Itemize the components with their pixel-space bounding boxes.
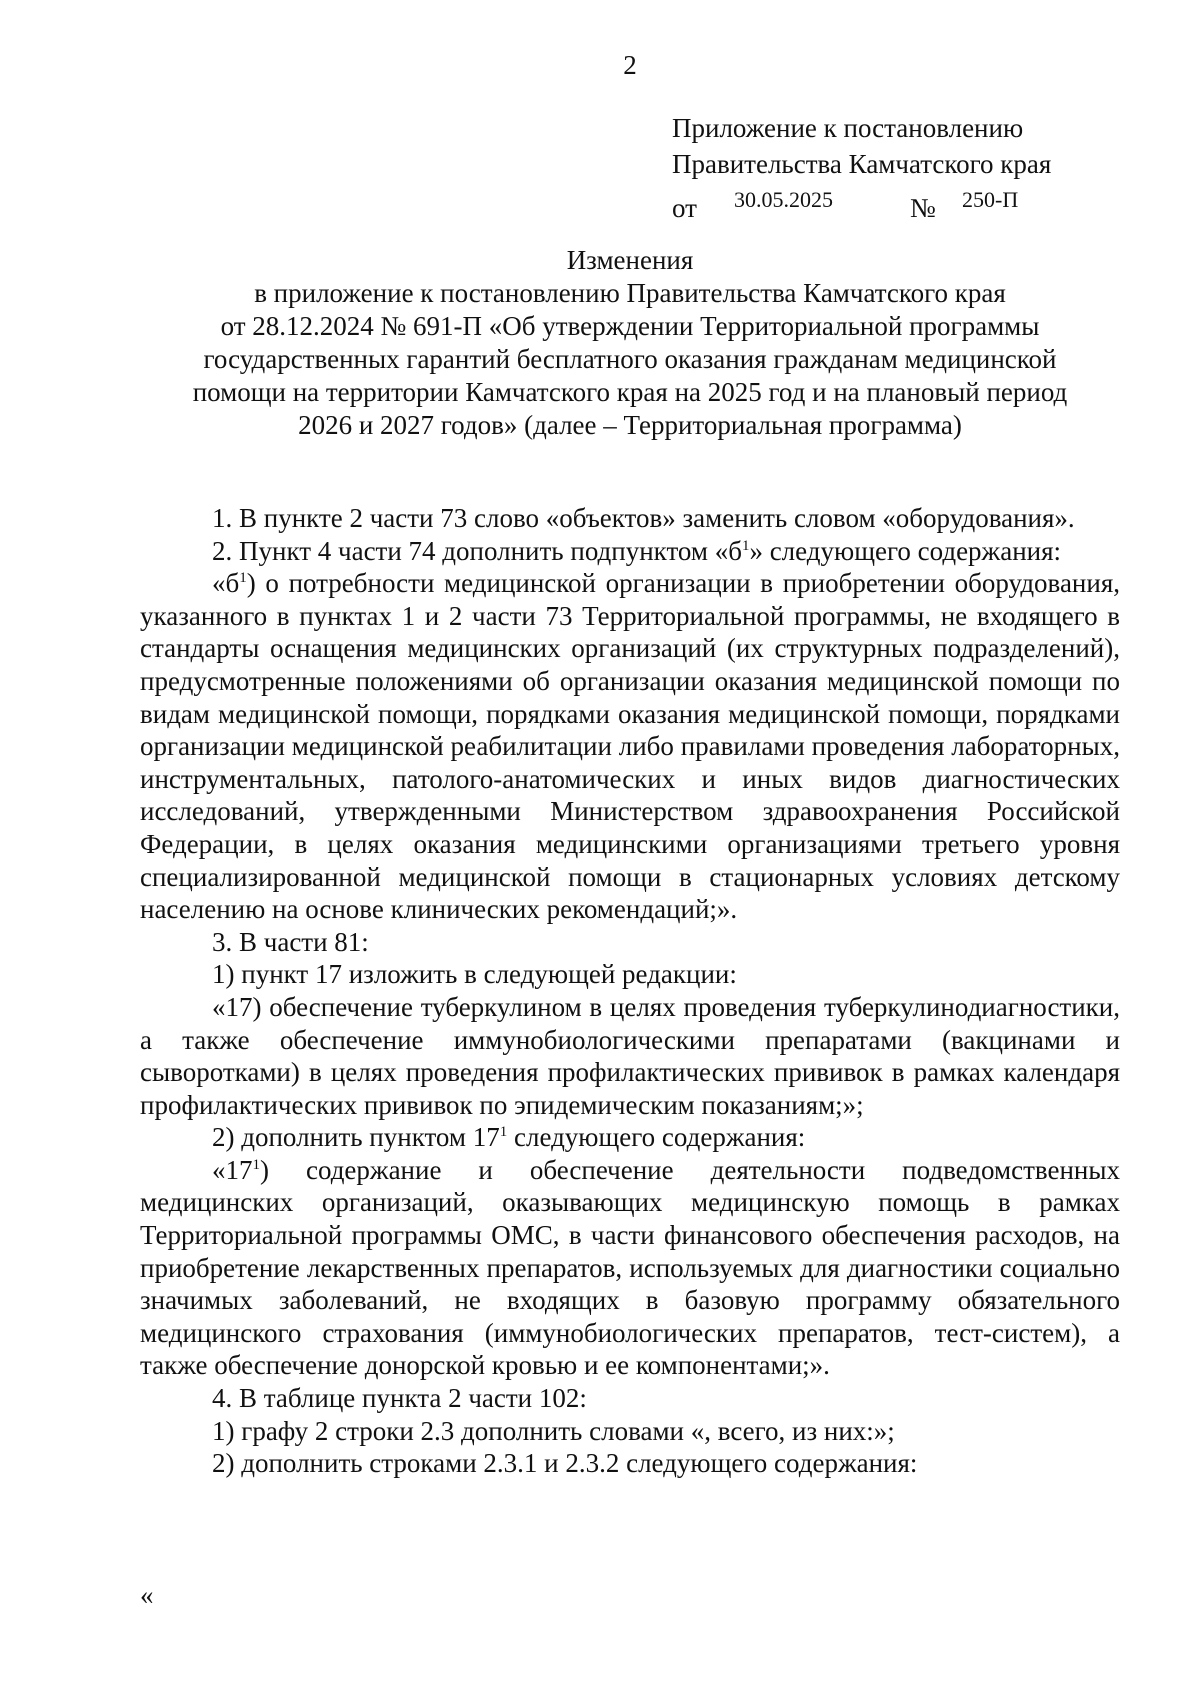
closing-quote-mark: « [140,1580,154,1610]
document-title [140,244,1120,442]
appendix-date-row [672,182,1051,222]
title-line-3: государственных гарантий бесплатного оказания гражданам медицинской [203,344,1057,374]
quote-17: «17) обеспечение туберкулином в целях проведения туберкулинодиагностики, а также обеспечение иммунобиологическими препаратами (вакцинами и сыворотками) в целях проведения профилактических прививок в рамках календаря профилактических прививок по эпидемическим показаниям;»; [140,991,1120,1120]
appendix-line-1: Приложение к постановлению [672,113,1024,143]
quote-17-1-superscript: 1 [252,1156,260,1173]
item-3-2-text-a: 2) дополнить пунктом 17 [212,1122,500,1153]
item-3-1: 1) пункт 17 изложить в следующей редакции: [212,959,737,990]
quote-17-1-text: ) содержание и обеспечение деятельности подведомственных медицинских организаций, оказывающих медицинскую помощь в рамках Территориальной программы ОМС, в части финансового обеспечения расходов, на приобретение лекарственных препаратов, используемых для диагностики социально значимых заболеваний, не входящих в базовую программу обязательного медицинского страхования (иммунобиологических препаратов, тест-систем), а также обеспечение донорской кровью и ее компонентами;». [140,1154,1120,1381]
item-2-text-b: » следующего содержания: [749,535,1062,566]
document-number: 250-П [962,187,1019,212]
item-2-superscript: 1 [741,537,750,554]
item-1: 1. В пункте 2 части 73 слово «объектов» заменить словом «оборудования». [212,503,1075,533]
item-3-2-text-b: следующего содержания: [507,1122,806,1153]
title-line-1: в приложение к постановлению Правительства Камчатского края [254,278,1006,308]
date-label: от [672,193,697,223]
title-line-2: от 28.12.2024 № 691-П «Об утверждении Территориальной программы [220,311,1040,341]
item-4-1: 1) графу 2 строки 2.3 дополнить словами «, всего, из них:»; [212,1415,895,1446]
item-4: 4. В таблице пункта 2 части 102: [212,1383,587,1414]
quote-17-1 [140,1154,1120,1382]
appendix-line-2: Правительства Камчатского края [672,149,1052,179]
item-2 [140,535,1120,568]
page-number: 2 [623,50,637,80]
item-3-2-superscript: 1 [499,1124,508,1141]
quote-b1-superscript: 1 [239,570,247,587]
document-date: 30.05.2025 [734,187,833,212]
title-heading: Изменения [566,245,694,275]
quote-b1-text: ) о потребности медицинской организации в приобретении оборудования, указанного в пунктах 1 и 2 части 73 Территориальной программы, не входящего в стандарты оснащения медицинских организаций (их структурных подразделений), предусмотренные положениями об организации оказания медицинской помощи по видам медицинской помощи, порядками оказания медицинской помощи, порядками организации медицинской реабилитации либо правилами проведения лабораторных, инструментальных, патолого-анатомических и иных видов диагностических исследований, утвержденными Министерством здравоохранения Российской Федерации, в целях оказания медицинскими организациями третьего уровня специализированной медицинской помощи в стационарных условиях детскому населению на основе клинических рекомендаций;». [140,568,1120,925]
title-line-5: 2026 и 2027 годов» (далее – Территориальная программа) [298,410,962,440]
quote-17-1-open: «17 [212,1154,253,1185]
quote-b1-open: «б [212,568,240,599]
quote-b1 [140,567,1120,926]
appendix-header [672,110,1051,222]
item-3-2 [140,1121,1120,1154]
title-line-4: помощи на территории Камчатского края на 2025 год и на плановый период [192,377,1068,407]
number-sign: № [910,193,936,223]
item-3: 3. В части 81: [212,926,369,957]
item-2-text-a: 2. Пункт 4 части 74 дополнить подпунктом «б [212,535,742,566]
document-body [140,502,1120,1480]
item-4-2: 2) дополнить строками 2.3.1 и 2.3.2 следующего содержания: [212,1448,918,1479]
